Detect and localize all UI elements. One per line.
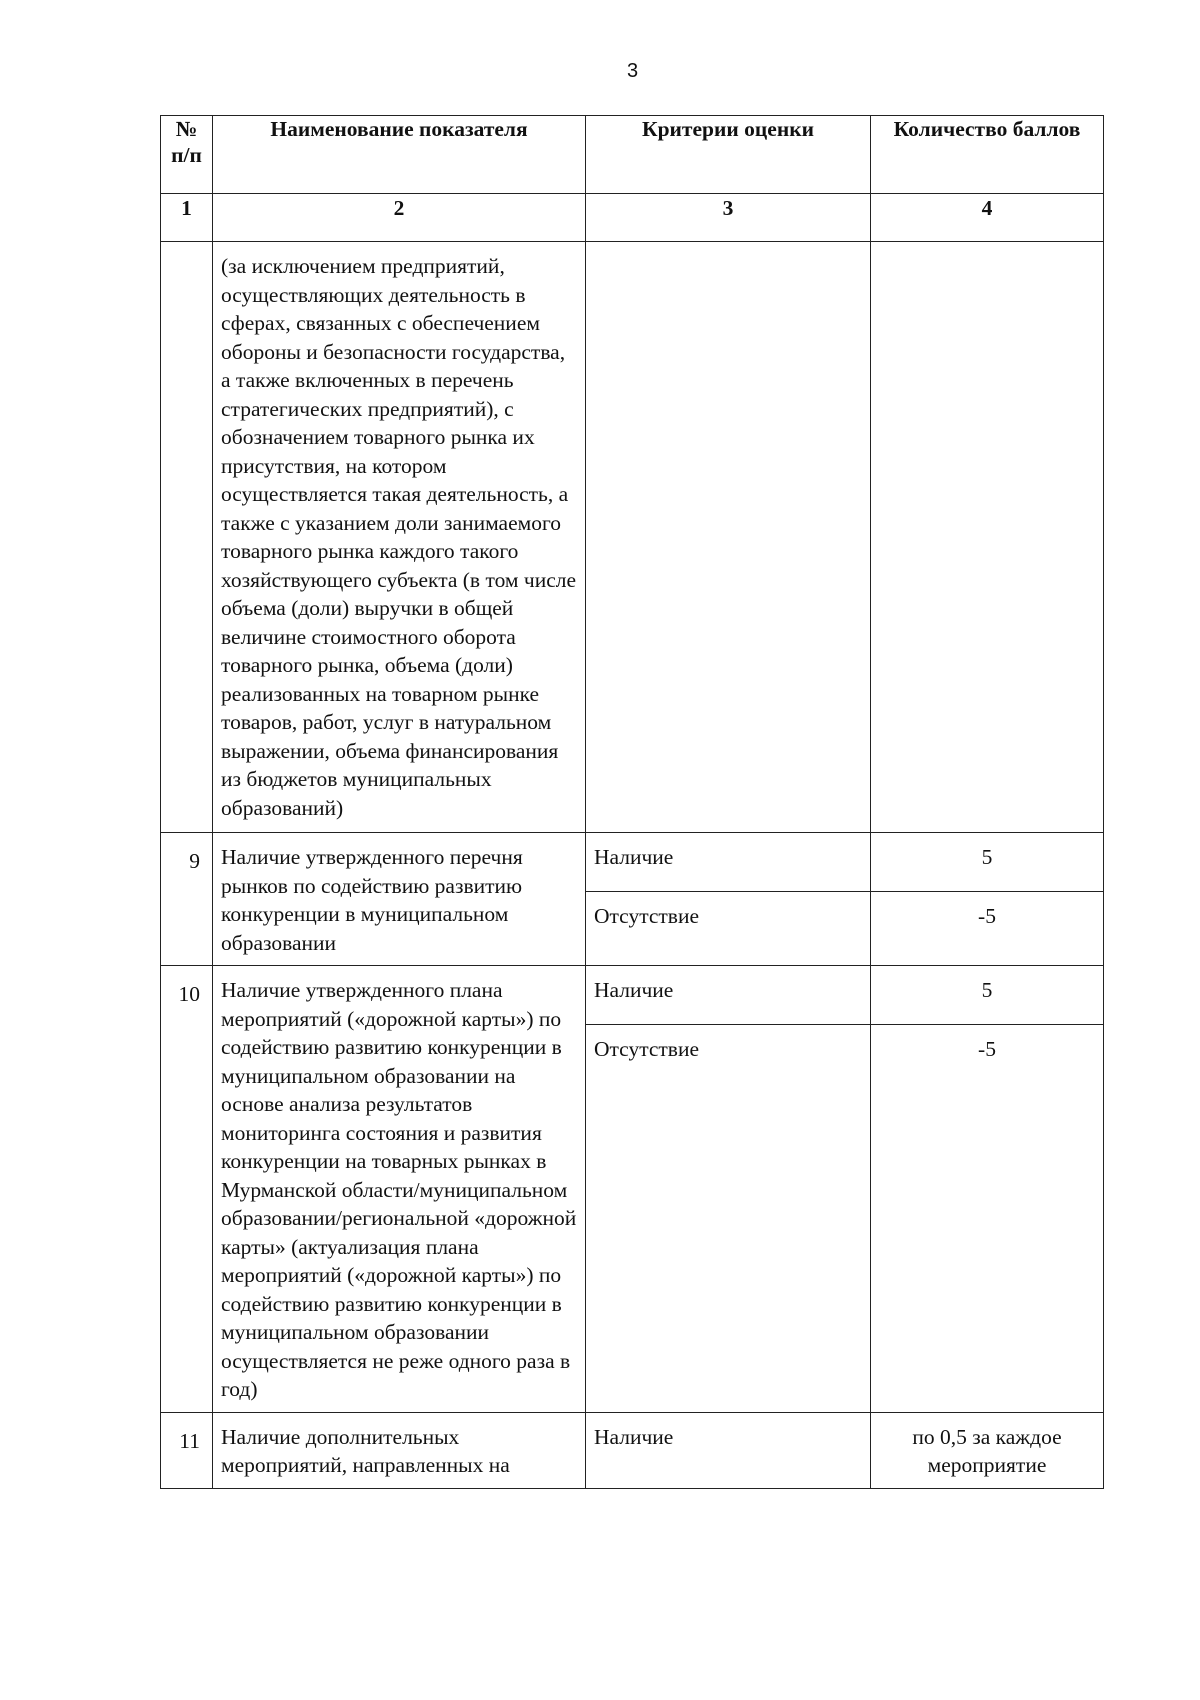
column-number: 2 [213,194,586,242]
score-value: по 0,5 за каждое мероприятие [871,1412,1104,1488]
table-row [161,1412,1104,1488]
criteria-label: Наличие [586,966,871,1025]
table-header-row [161,116,1104,194]
column-number: 1 [161,194,213,242]
score-value: -5 [871,1025,1104,1413]
table-row-continuation [161,242,1104,833]
column-number: 3 [586,194,871,242]
criteria-cell [586,242,871,833]
table-row [161,966,1104,1025]
row-number: 10 [161,966,213,1413]
score-cell [871,242,1104,833]
criteria-label: Отсутствие [586,892,871,966]
column-number: 4 [871,194,1104,242]
indicator-name: (за исключением предприятий, осуществляющих деятельность в сферах, связанных с обеспечением обороны и безопасности государства, а также включенных в перечень стратегических предприятий), с обозначением товарного рынка их присутствия, на котором осуществляется такая деятельность, а также с указанием доли занимаемого товарного рынка каждого такого хозяйствующего субъекта (в том числе объема (доли) выручки в общей величине стоимостного оборота товарного рынка, объема (доли) реализованных на товарном рынке товаров, работ, услуг в натуральном выражении, объема финансирования из бюджетов муниципальных образований) [213,242,586,833]
score-value: -5 [871,892,1104,966]
row-number: 9 [161,833,213,966]
criteria-label: Отсутствие [586,1025,871,1413]
header-indicator-name: Наименование показателя [213,116,586,194]
column-number-row [161,194,1104,242]
criteria-table [160,115,1104,1489]
header-score: Количество баллов [871,116,1104,194]
indicator-name: Наличие утвержденного плана мероприятий («дорожной карты») по содействию развитию конкуренции в муниципальном образовании на основе анализа результатов мониторинга состояния и развития конкуренции на товарных рынках в Мурманской области/муниципальном образовании/региональной «дорожной карты» (актуализация плана мероприятий («дорожной карты») по содействию развитию конкуренции в муниципальном образовании осуществляется не реже одного раза в год) [213,966,586,1413]
header-criteria: Критерии оценки [586,116,871,194]
table-row [161,833,1104,892]
row-number: 11 [161,1412,213,1488]
indicator-name: Наличие дополнительных мероприятий, направленных на [213,1412,586,1488]
indicator-name: Наличие утвержденного перечня рынков по содействию развитию конкуренции в муниципальном образовании [213,833,586,966]
header-number: № п/п [161,116,213,194]
score-value: 5 [871,833,1104,892]
criteria-label: Наличие [586,833,871,892]
page-number: 3 [626,60,639,82]
criteria-label: Наличие [586,1412,871,1488]
score-value: 5 [871,966,1104,1025]
row-number [161,242,213,833]
